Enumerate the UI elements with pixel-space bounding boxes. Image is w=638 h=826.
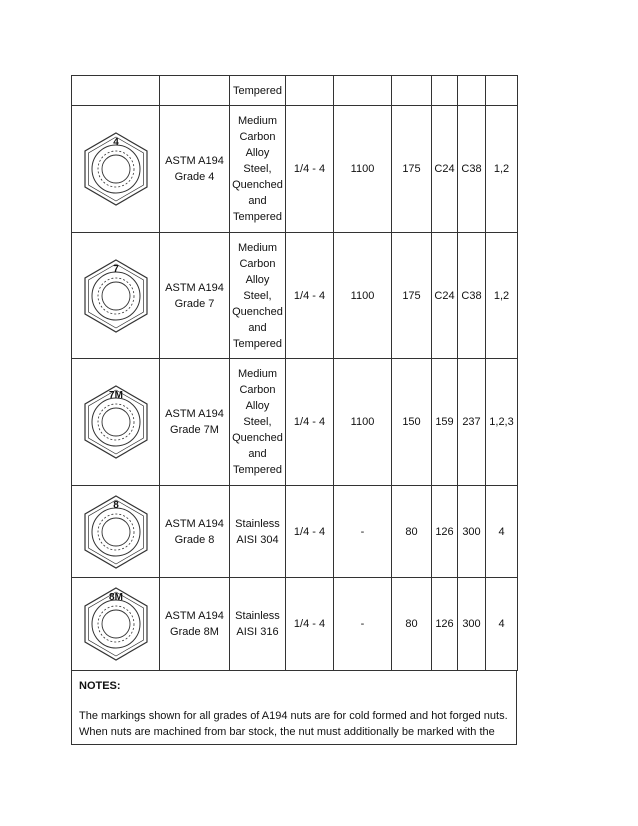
grade-marking: 7	[112, 263, 119, 275]
notes-heading: NOTES:	[79, 680, 121, 692]
material-cell: Medium Carbon Alloy Steel, Quenched and Tempered	[230, 106, 286, 233]
notes-cell: 1,2,3	[486, 359, 518, 486]
specification-table	[71, 75, 518, 671]
material-cell: Tempered	[230, 76, 286, 106]
notes-cell: 4	[486, 578, 518, 671]
hex-nut-marking-icon	[76, 382, 156, 462]
proof-load-cell: 1100	[334, 106, 392, 233]
notes-cell: 4	[486, 486, 518, 578]
hardness-min-cell: 126	[432, 486, 458, 578]
size-cell: 1/4 - 4	[286, 578, 334, 671]
marking-cell	[72, 106, 160, 233]
size-cell: 1/4 - 4	[286, 233, 334, 359]
hex-nut-marking-icon	[76, 492, 156, 572]
table-row	[72, 106, 518, 233]
grade-marking: 8M	[108, 592, 123, 603]
hardness-min-cell: 159	[432, 359, 458, 486]
marking-cell	[72, 233, 160, 359]
hex-nut-marking-icon	[76, 256, 156, 336]
hardness-max-cell: 237	[458, 359, 486, 486]
marking-cell	[72, 578, 160, 671]
hardness-max-cell: C38	[458, 233, 486, 359]
notes-text-line: When nuts are machined from bar stock, the nut must additionally be marked with the	[79, 726, 495, 738]
spec-cell: ASTM A194 Grade 4	[160, 106, 230, 233]
hex-nut-marking-icon	[76, 584, 156, 664]
hardness-cell: 175	[392, 233, 432, 359]
table-row	[72, 233, 518, 359]
table-row	[72, 578, 518, 671]
hardness-cell: 150	[392, 359, 432, 486]
hardness-min-cell: 126	[432, 578, 458, 671]
marking-cell	[72, 76, 160, 106]
hardness-max-cell: C38	[458, 106, 486, 233]
spec-cell: ASTM A194 Grade 7M	[160, 359, 230, 486]
hardness-cell: 175	[392, 106, 432, 233]
material-cell: Stainless AISI 304	[230, 486, 286, 578]
hardness-cell: 80	[392, 486, 432, 578]
hardness-max-cell: 300	[458, 486, 486, 578]
material-cell: Medium Carbon Alloy Steel, Quenched and Tempered	[230, 359, 286, 486]
notes-text-line: The markings shown for all grades of A194 nuts are for cold formed and hot forged nuts.	[79, 710, 508, 722]
material-cell: Stainless AISI 316	[230, 578, 286, 671]
size-cell: 1/4 - 4	[286, 106, 334, 233]
spec-cell: ASTM A194 Grade 7	[160, 233, 230, 359]
notes-cell: 1,2	[486, 106, 518, 233]
hardness-min-cell: C24	[432, 106, 458, 233]
hardness-min-cell: C24	[432, 233, 458, 359]
spec-cell: ASTM A194 Grade 8	[160, 486, 230, 578]
spec-cell: ASTM A194 Grade 8M	[160, 578, 230, 671]
marking-cell	[72, 359, 160, 486]
notes-section	[71, 670, 517, 745]
table-row	[72, 76, 518, 106]
proof-load-cell: -	[334, 578, 392, 671]
proof-load-cell: -	[334, 486, 392, 578]
proof-load-cell: 1100	[334, 359, 392, 486]
hardness-cell: 80	[392, 578, 432, 671]
size-cell: 1/4 - 4	[286, 486, 334, 578]
marking-cell	[72, 486, 160, 578]
proof-load-cell: 1100	[334, 233, 392, 359]
spec-cell	[160, 76, 230, 106]
hex-nut-marking-icon	[76, 129, 156, 209]
grade-marking: 4	[112, 137, 119, 148]
notes-cell: 1,2	[486, 233, 518, 359]
table-row	[72, 486, 518, 578]
size-cell: 1/4 - 4	[286, 359, 334, 486]
grade-marking: 8	[112, 499, 119, 511]
material-cell: Medium Carbon Alloy Steel, Quenched and Tempered	[230, 233, 286, 359]
hardness-max-cell: 300	[458, 578, 486, 671]
table-row	[72, 359, 518, 486]
grade-marking: 7M	[108, 390, 123, 401]
